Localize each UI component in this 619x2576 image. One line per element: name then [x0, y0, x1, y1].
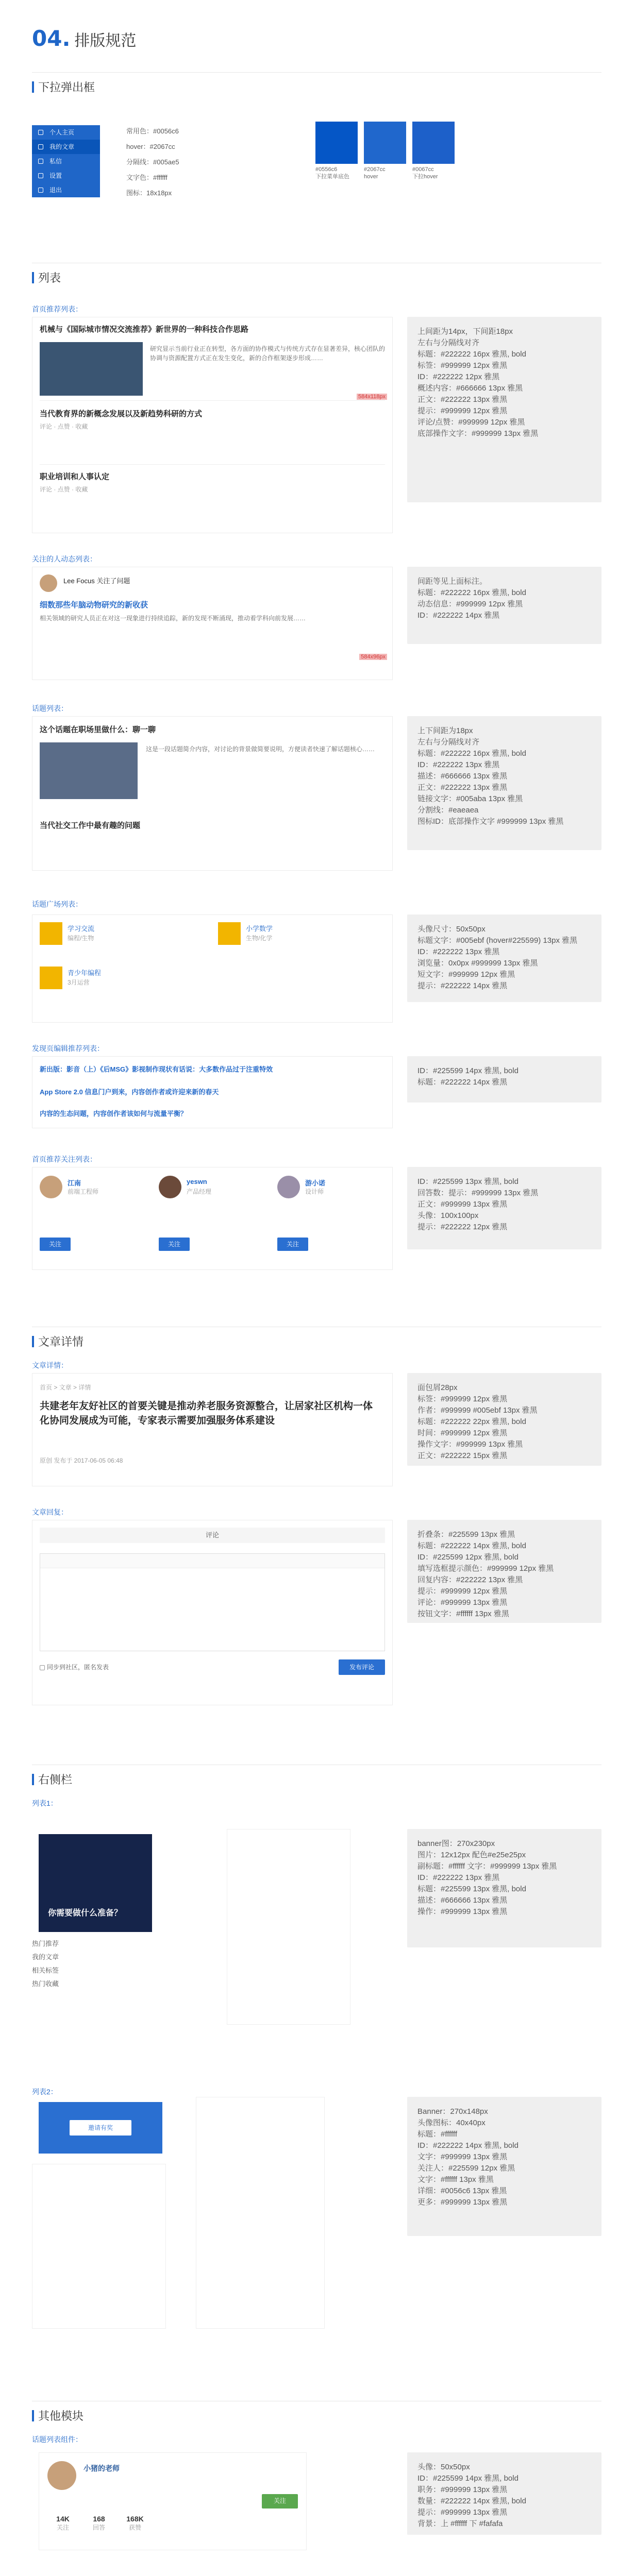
editor-item[interactable]: App Store 2.0 信息门户到来，内容创作者或许迎来新的春天 — [40, 1088, 219, 1096]
stat: 168K 获赞 — [126, 2515, 144, 2531]
section-sidebar — [32, 1765, 601, 1787]
editor-item[interactable]: 内容的生态问题，内容创作者该如何与流量平衡？ — [40, 1110, 188, 1117]
subsection-label: 话题列表组件： — [32, 2435, 82, 2444]
section-dropdown — [32, 72, 601, 95]
recommend-card[interactable]: 游小诺 设计师 关注 — [277, 1176, 386, 1258]
subsection-label: 文章详情： — [32, 1361, 68, 1369]
follow-button[interactable]: 关注 — [159, 1238, 190, 1251]
menu-item[interactable]: 退出 — [32, 183, 100, 197]
follow-button[interactable]: 关注 — [40, 1238, 71, 1251]
swatch — [364, 122, 406, 164]
spec-box: 面包屑28px 标签：#999999 12px 雅黑 作者：#999999 #005ebf 13px 雅黑 标题：#222222 22px 雅黑, bold 时间：#999999 12px 雅黑 操作文字：#999999 13px 雅黑 正文：#222222 15px 雅黑 — [407, 1373, 601, 1466]
breadcrumb[interactable]: 首页 > 文章 > 详情 — [40, 1384, 91, 1391]
avatar[interactable] — [47, 2461, 76, 2490]
section-title: 右侧栏 — [38, 1773, 73, 1786]
sidebar-link[interactable]: 我的文章 — [32, 1953, 59, 1961]
page-header — [32, 21, 136, 49]
sidebar-link[interactable]: 热门收藏 — [32, 1980, 59, 1988]
platform-logo — [40, 967, 62, 989]
reply-count-bar[interactable]: 评论 — [40, 1528, 385, 1543]
item-title[interactable]: 这个话题在职场里做什么：聊一聊 — [40, 725, 156, 734]
anonymous-checkbox[interactable]: 同步到社区，匿名发表 — [40, 1663, 109, 1671]
editor-toolbar[interactable] — [40, 1554, 384, 1568]
subsection-label: 话题列表： — [32, 704, 68, 713]
thumbnail — [40, 342, 143, 396]
list-panel — [32, 1167, 393, 1270]
topic-card — [39, 2452, 307, 2550]
gear-icon — [38, 173, 43, 178]
list-panel: Lee Focus 关注了问题 细数那些年脑动物研究的新收获 相关领域的研究人员正在对这一现象进行持续追踪，新的发现不断涌现，推动着学科向前发展…… 584x96px — [32, 567, 393, 680]
spec-box: 折叠条：#225599 13px 雅黑 标题：#222222 14px 雅黑, bold ID：#225599 12px 雅黑, bold 填写选框提示颜色：#999999 12px 雅黑 回复内容：#222222 13px 雅黑 提示：#999999 12px 雅黑 评论：#999999 13px 雅黑 按钮文字：#ffffff 13px 雅黑 — [407, 1520, 601, 1623]
sidebar-card — [227, 1829, 350, 2025]
sidebar-link[interactable]: 相关标签 — [32, 1967, 59, 1974]
platform-card[interactable]: 学习交流 编程/生物 — [40, 922, 210, 951]
stat: 14K 关注 — [56, 2515, 70, 2531]
avatar[interactable] — [40, 574, 57, 592]
item-summary: 相关领域的研究人员正在对这一现象进行持续追踪，新的发现不断涌现，推动着学科向前发展…… — [40, 615, 306, 622]
sidebar-link[interactable]: 热门推荐 — [32, 1940, 59, 1947]
spec-box: banner图：270x230px 图片：12x12px 配色#e25e25px 副标题：#ffffff 文字：#999999 13px 雅黑 ID：#222222 13px 雅黑 标题：#225599 13px 雅黑, bold 描述：#666666 13px 雅黑 操作：#999999 13px 雅黑 — [407, 1829, 601, 1947]
spec-box: ID：#225599 14px 雅黑, bold 标题：#222222 14px 雅黑 — [407, 1056, 601, 1103]
swatch-label: #0556c6 下拉菜单底色 — [315, 166, 349, 180]
spec-box: 上间距为14px，下间距18px 左右与分隔线对齐 标题：#222222 16px 雅黑, bold 标签：#999999 12px 雅黑 ID：#222222 12px 雅黑 概述内容：#666666 13px 雅黑 正文：#222222 13px 雅黑 提示：#999999 12px 雅黑 评论/点赞：#999999 12px 雅黑 底部操作文字：#999999 13px 雅黑 — [407, 317, 601, 502]
stat: 168 回答 — [92, 2515, 105, 2531]
subsection-label: 首页推荐列表： — [32, 305, 82, 313]
item-title[interactable]: 细数那些年脑动物研究的新收获 — [40, 601, 148, 609]
dropdown-menu — [32, 125, 100, 197]
list-panel: 机械与《国际城市情况交流推荐》新世界的一种科技合作思路 研究显示当前行业正在转型，各方面的协作模式与传统方式存在显著差异，核心团队的协调与资源配置方式正在发生变化，新的合作框架逐步形成…… 当代教育界的新概念发展以及新趋势科研的方式 评论 · 点赞 · 收藏 职业培训和人事认定 评论 · 点赞 · 收藏 584x118px — [32, 317, 393, 533]
spec-box: ID：#225599 13px 雅黑, bold 回答数：提示：#999999 13px 雅黑 正文：#999999 13px 雅黑 头像：100x100px 提示：#222222 12px 雅黑 — [407, 1167, 601, 1249]
item-summary: 这是一段话题简介内容，对讨论的背景做简要说明，方便读者快速了解话题核心…… — [146, 745, 375, 753]
follow-button[interactable]: 关注 — [277, 1238, 308, 1251]
spec-box: 头像尺寸：50x50px 标题文字：#005ebf (hover#225599) 13px 雅黑 ID：#222222 13px 雅黑 浏览量：0x0px #999999 13px 雅黑 短文字：#999999 12px 雅黑 提示：#222222 14px 雅黑 — [407, 914, 601, 1002]
menu-item[interactable]: 私信 — [32, 154, 100, 168]
thumbnail — [40, 742, 138, 799]
sidebar-card — [196, 2097, 325, 2329]
list-panel — [32, 716, 393, 871]
section-other — [32, 2401, 601, 2424]
doc-icon — [38, 144, 43, 149]
article-panel — [32, 1373, 393, 1486]
section-article — [32, 1327, 601, 1349]
swatch — [315, 122, 358, 164]
section-title: 下拉弹出框 — [38, 81, 95, 94]
user-id[interactable]: Lee Focus 关注了问题 — [63, 577, 130, 585]
subsection-label: 文章回复： — [32, 1508, 68, 1516]
list-item[interactable]: 职业培训和人事认定 评论 · 点赞 · 收藏 — [40, 472, 110, 493]
promo-banner[interactable]: 邀请有奖 — [39, 2102, 162, 2154]
subsection-label: 关注的人动态列表： — [32, 555, 97, 563]
spec-box: 头像：50x50px ID：#225599 14px 雅黑, bold 职务：#999999 13px 雅黑 数量：#222222 14px 雅黑, bold 提示：#999999 13px 雅黑 背景：上 #ffffff 下 #fafafa — [407, 2452, 601, 2535]
platform-card[interactable]: 青少年编程 3月运营 — [40, 967, 210, 995]
list-item[interactable]: 机械与《国际城市情况交流推荐》新世界的一种科技合作思路 研究显示当前行业正在转型，各方面的协作模式与传统方式存在显著差异，核心团队的协调与资源配置方式正在发生变化，新的合作框架逐步形成…… — [40, 324, 385, 401]
sidebar-card — [32, 2164, 166, 2329]
menu-item[interactable]: 我的文章 — [32, 140, 100, 154]
swatch-label: #0067cc 下拉hover — [412, 166, 438, 180]
menu-item[interactable]: 个人主页 — [32, 125, 100, 140]
spec-box: Banner：270x148px 头像图标：40x40px 标题：#ffffff ID：#222222 14px 雅黑, bold 文字：#999999 13px 雅黑 关注人：#225599 12px 雅黑 文字：#ffffff 13px 雅黑 详细：#0056c6 13px 雅黑 更多：#999999 13px 雅黑 — [407, 2097, 601, 2236]
menu-item[interactable]: 设置 — [32, 168, 100, 183]
subsection-label: 列表2： — [32, 2088, 58, 2096]
follow-button[interactable]: 关注 — [262, 2494, 298, 2509]
recommend-card[interactable]: 江南 前端工程师 关注 — [40, 1176, 148, 1258]
profile-name[interactable]: 小猪的老师 — [83, 2464, 120, 2472]
subsection-label: 列表1： — [32, 1799, 58, 1807]
avatar — [40, 1176, 62, 1198]
avatar — [159, 1176, 181, 1198]
dropdown-specs: 常用色：#0056c6 hover：#2067cc 分隔线：#005ae5 文字色：#ffffff 图标：18x18px — [126, 127, 179, 197]
item-title[interactable]: 当代社交工作中最有趣的问题 — [40, 821, 141, 830]
sidebar-list — [32, 1937, 156, 2020]
platform-logo — [40, 922, 62, 945]
mail-icon — [38, 159, 43, 164]
list-panel — [32, 1056, 393, 1128]
header-number: 04. — [32, 26, 71, 51]
section-title: 文章详情 — [38, 1335, 84, 1348]
article-title: 共建老年友好社区的首要关键是推动养老服务资源整合，让居家社区机构一体化协同发展成为可能，专家表示需要加强服务体系建设 — [40, 1401, 373, 1426]
subsection-label: 首页推荐关注列表： — [32, 1155, 97, 1163]
article-meta: 原创 发布于 2017-06-05 06:48 — [40, 1457, 123, 1464]
list-item[interactable]: 当代教育界的新概念发展以及新趋势科研的方式 评论 · 点赞 · 收藏 — [40, 408, 385, 465]
section-title: 列表 — [38, 272, 61, 284]
list-panel — [32, 914, 393, 1023]
spec-box: 间距等见上面标注。 标题：#222222 16px 雅黑, bold 动态信息：#999999 12px 雅黑 ID：#222222 14px 雅黑 — [407, 567, 601, 644]
swatch — [412, 122, 455, 164]
section-title: 其他模块 — [38, 2410, 84, 2422]
section-list — [32, 263, 601, 285]
logout-icon — [38, 188, 43, 193]
banner-image[interactable]: 你需要做什么准备？ — [39, 1834, 152, 1932]
subsection-label: 话题广场列表： — [32, 900, 82, 908]
header-title: 排版规范 — [74, 32, 137, 49]
platform-logo — [218, 922, 241, 945]
reply-editor[interactable] — [40, 1553, 385, 1651]
user-icon — [38, 130, 43, 135]
swatch-label: #2067cc hover — [364, 166, 386, 180]
avatar — [277, 1176, 300, 1198]
reply-panel — [32, 1520, 393, 1705]
subsection-label: 发现页编辑推荐列表： — [32, 1044, 104, 1053]
spec-box: 上下间距为18px 左右与分隔线对齐 标题：#222222 16px 雅黑, bold ID：#222222 13px 雅黑 描述：#666666 13px 雅黑 正文：#222222 13px 雅黑 链接文字：#005aba 13px 雅黑 分割线：#eaeaea 图标ID：底部操作文字 #999999 13px 雅黑 — [407, 716, 601, 850]
item-summary: 研究显示当前行业正在转型，各方面的协作模式与传统方式存在显著差异，核心团队的协调与资源配置方式正在发生变化，新的合作框架逐步形成…… — [150, 345, 386, 362]
editor-item[interactable]: 新出版：影音（上）《后MSG》影视制作现状有话说：大多数作品过于注重特效 — [40, 1065, 273, 1073]
submit-reply-button[interactable]: 发布评论 — [339, 1659, 385, 1675]
platform-card[interactable]: 小学数学 生物/化学 — [218, 922, 388, 951]
recommend-card[interactable]: yeswn 产品经理 关注 — [159, 1176, 267, 1258]
